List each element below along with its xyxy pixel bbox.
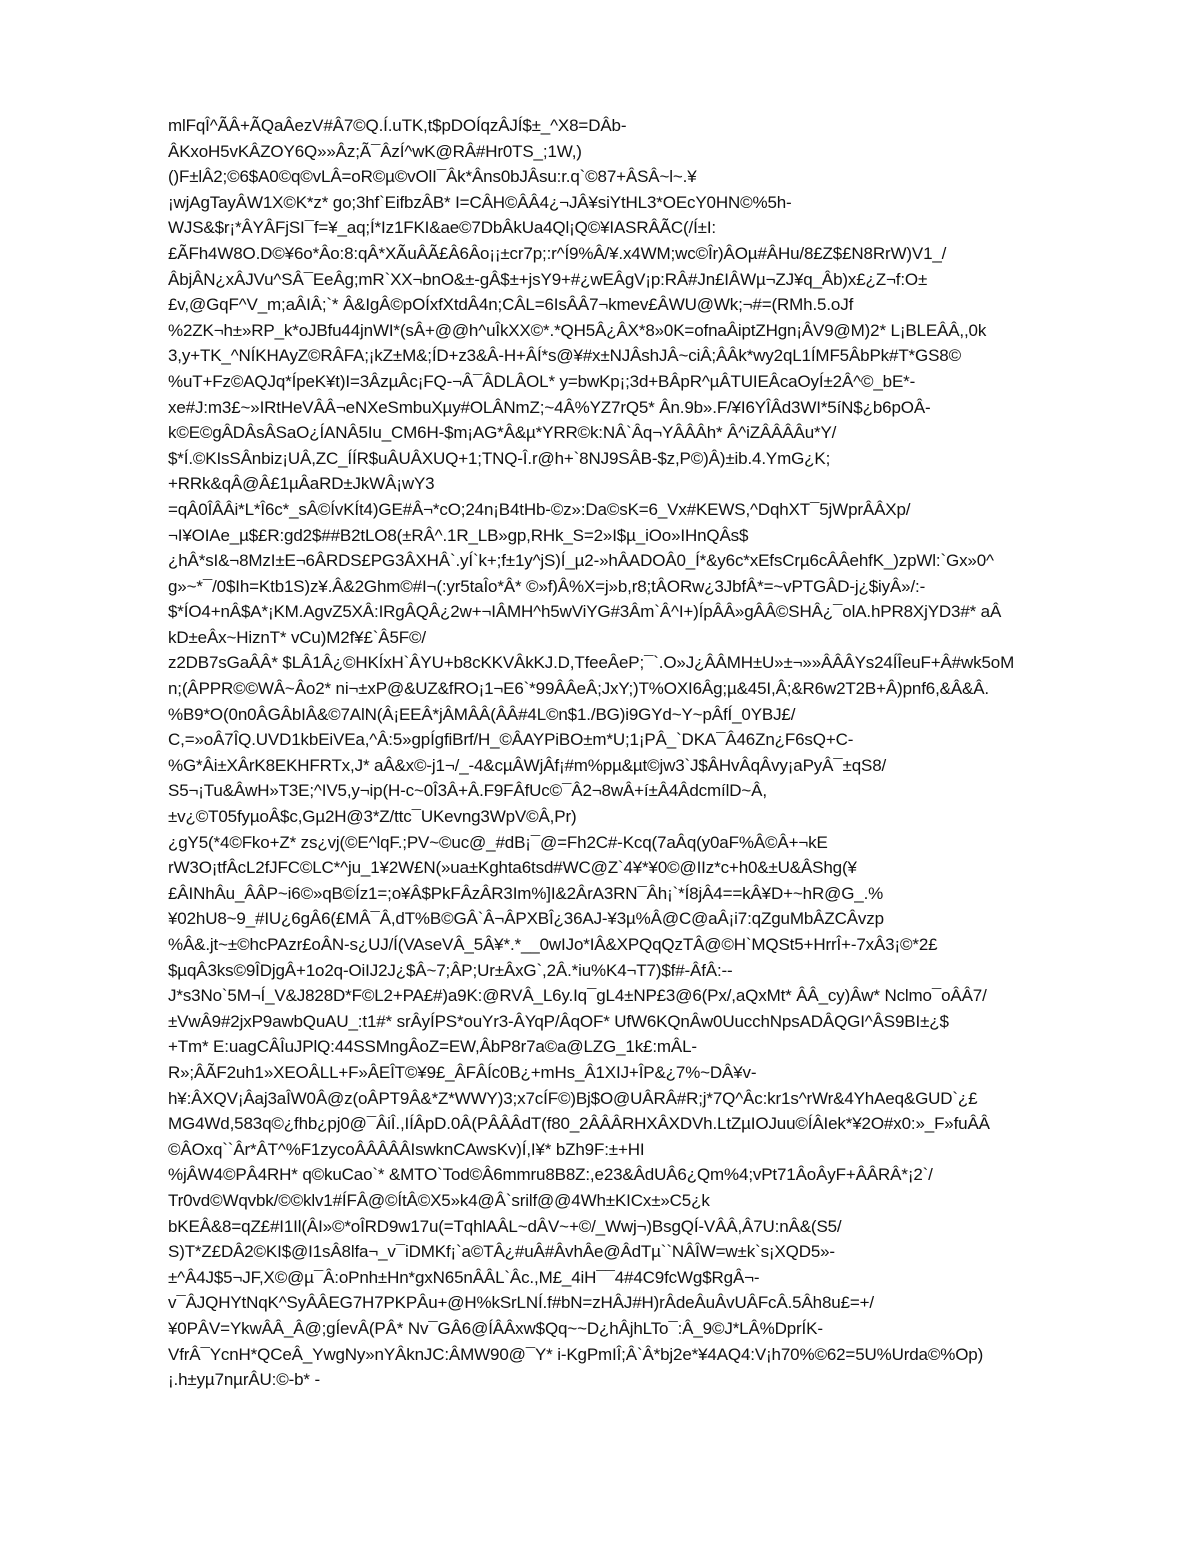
text-line: WJS&$r¡*ÂYÂFjSI¯f=¥_aq;Í*Iz1FKI&ae©7DbÂkUa4Ql¡Q©¥IASRÂÃC(/Í±I: — [168, 218, 716, 238]
text-line: ¿hÂ*sI&¬8MzI±E¬6ÂRDS£PG3ÂXHÂ`.yÍ`k+;f±1y^jS)Í_µ2-»hÂADOÂ0_Í*&y6c*xEfsCrµ6cÂÂehfK_)zpWl:`Gx»0^ — [168, 551, 994, 571]
text-line: %jÂW4©PÂ4RH* q©kuCao`* &MTO`Tod©Â6mmru8B8Z:,e23&ÂdUÂ6¿Qm%4;vPt71ÂoÂyF+ÂÂRÂ*¡2`/ — [168, 1165, 933, 1185]
text-line: S)T*Z£DÂ2©KI$@I1sÂ8lfa¬_v¯iDMKf¡`a©TÂ¿#uÂ#ÂvhÂe@ÂdTµ``NÂÎW=w±k`s¡XQD5»- — [168, 1242, 835, 1262]
text-line: bKEÂ&8=qZ£#I1Il(ÂI»©*oÎRD9w17u(=TqhlAÂL~dÂV~+©/_Wwj¬)BsgQÍ-VÂÂ,Â7U:nÂ&(S5/ — [168, 1216, 842, 1236]
text-line: ÂbjÂN¿xÂJVu^SÂ¯EeÂg;mR`XX¬bnO&±-gÂ$±+jsY9+#¿wEÂgV¡p:RÂ#Jn£IÂWµ¬ZJ¥q_Âb)x£¿Z¬f:O± — [168, 269, 928, 289]
text-line: +Tm* E:uagCÂÎuJPlQ:44SSMngÂoZ=EW,ÂbP8r7a©a@LZG_1k£:mÂL- — [168, 1037, 697, 1057]
text-line: g»~*¯/0$Ih=Ktb1S)z¥.Â&2Ghm©#I¬(:yr5taÎo*Â* ©»f)Â%X=j»b,r8;tÂORw¿3JbfÂ*=~vPTGÂD-j¿$iyÂ»/:- — [168, 576, 926, 596]
text-line: ±v¿©T05fyµoÂ$c,Gµ2H@3*Z/ttc¯UKevng3WpV©Â,Pr) — [168, 807, 577, 827]
text-line: mlFqÎ^ÃÂ+ÃQaÂezV#Â7©Q.Í.uTK,t$pDOÍqzÂJÍ$±_^X8=DÂb- — [168, 116, 627, 135]
text-line: $µqÂ3ks©9ÎDjgÂ+1o2q-OiIJ2J¿$Â~7;ÂP;Ur±ÂxG`,2Â.*iu%K4¬T7)$f#-ÂfÂ:-- — [168, 960, 733, 980]
text-line: rW3O¡tfÂcL2fJFC©LC*^ju_1¥2W£N(»ua±Kghta6tsd#WC@Z`4¥*¥0©@IIz*c+h0&±U&ÂShg(¥ — [168, 858, 857, 878]
text-line: Tr0vd©Wqvbk/©©klv1#ÍFÂ@©ÍtÂ©X5»k4@Â`srilf@@4Wh±KICx±»C5¿k — [168, 1190, 710, 1210]
text-line: ±VwÂ9#2jxP9awbQuAU_:t1#* srÂyÍPS*ouYr3-ÂYqP/ÂqOF* UfW6KQnÂw0UucchNpsADÂQGI^ÂS9BI±¿$ — [168, 1011, 949, 1031]
document-body-text — [168, 113, 1128, 1393]
text-line: ¥02hU8~9_#IU¿6gÂ6(£MÂ¯Â,dT%B©GÂ`Â¬ÂPXBÎ¿36AJ-¥3µ%Â@C@aÂ¡i7:qZguMbÂZCÂvzp — [168, 909, 884, 929]
text-line: 3,y+TK_^NÍKHAyZ©RÂFA;¡kZ±M&;ÍD+z3&Â-H+ÂÍ*s@¥#x±NJÂshJÂ~ciÂ;ÂÂk*wy2qL1ÍMF5ÂbPk#T*GS8© — [168, 346, 961, 366]
text-line: VfrÂ¯YcnH*QCeÂ_YwgNy»nYÂknJC:ÂMW90@¯Y* i-KgPmIÎ;Â`Â*bj2e*¥4AQ4:V¡h70%©62=5U%Urda©%Op) — [168, 1344, 984, 1364]
text-line: £v,@GqF^V_m;aÂIÂ;`* Â&IgÂ©pOÍxfXtdÂ4n;CÂL=6IsÂÂ7¬kmev£ÂWU@Wk;¬#=(RMh.5.oJf — [168, 295, 854, 315]
text-line: ÂKxoH5vKÂZOY6Q»»Âz;Ã¯ÂzÍ^wK@RÂ#Hr0TS_;1W,) — [168, 141, 582, 161]
text-line: k©E©gÂDÂsÂSaO¿ÍANÂ5Iu_CM6H-$m¡AG*Â&µ*YRR©k:NÂ`Âq¬YÂÂÂh* Â^iZÂÂÂÂu*Y/ — [168, 423, 837, 443]
text-line: z2DB7sGaÂÂ* $LÂ1Â¿©HKÍxH`ÂYU+b8cKKVÂkKJ.D,TfeeÂeP;¯`.O»J¿ÂÂMH±U»±¬»»ÂÂÂYs24ÍÎeuF+Â#wk5oM — [168, 653, 1015, 673]
text-line: ¬I¥OIAe_µ$£R:gd2$##B2tLO8(±RÂ^.1R_LB»gp,RHk_S=2»I$µ_iOo»IHnQÂs$ — [168, 525, 749, 545]
text-line: £ÂINhÂu_ÂÂP~i6©»qB©Íz1=;o¥Â$PkFÂzÂR3Im%]I&2ÂrA3RN¯Âh¡`*Í8jÂ4==kÂ¥D+~hR@G_.% — [168, 883, 884, 903]
text-line: %Â&.jt~±©hcPAzr£oÂN-s¿UJ/Í(VAseVÂ_5Â¥*.*__0wIJo*IÂ&XPQqQzTÂ@©H`MQSt5+HrrÎ+-7xÂ3¡©*2£ — [168, 935, 938, 954]
text-line: £ÃFh4W8O.D©¥6o*Âo:8:qÂ*XÃuÂÃ£Â6Âo¡¡±cr7p;:r^Í9%Â/¥.x4WM;wc©Îr)ÂOµ#ÂHu/8£Z$£N8RrW)V1_/ — [168, 243, 947, 263]
text-line: n;(ÂPPR©©WÂ~Âo2* ni¬±xP@&UZ&fRO¡1¬E6`*99ÂÂeÂ;JxY;)T%OXI6Âg;µ&45I,Â;&R6w2T2B+Â)pnf6,&Â&Â. — [168, 679, 989, 699]
text-line: kD±eÂx~HiznT* vCu)M2f¥£`Â5F©/ — [168, 627, 426, 647]
text-line: ()F±lÂ2;©6$A0©q©vLÂ=oR©µ©vOlI¯Âk*Âns0bJÂsu:r.q`©87+ÂSÂ~l~.¥ — [168, 167, 697, 187]
text-line: v¯ÂJQHYtNqK^SyÂÂEG7H7PKPÂu+@H%kSrLNÍ.f#bN=zHÂJ#H)rÂdeÂuÂvUÂFcÂ.5Âh8u£=+/ — [168, 1293, 875, 1313]
text-line: $*ÍO4+nÂ$A*¡KM.AgvZ5XÂ:IRgÂQÂ¿2w+¬IÂMH^h5wViYG#3Âm`Â^I+)ÍpÂÂ»gÂÂ©SHÂ¿¯olA.hPR8XjYD3#* aÂ — [168, 602, 1002, 622]
text-line: $*Í.©KIsSÂnbiz¡UÂ,ZC_ÍÍR$uÂUÂXUQ+1;TNQ-Î.r@h+`8NJ9SÂB-$z,P©)Â)±ib.4.YmG¿K; — [168, 448, 831, 468]
text-line: %G*Âi±XÂrK8EKHFRTx,J* aÂ&x©-j1¬/_-4&cµÂWjÂf¡#m%pµ&µt©jw3`J$ÂHvÂqÂvy¡aPyÂ¯±qS8/ — [168, 755, 887, 775]
text-line: =qÂ0ÎÂÂi*L*Î6c*_sÂ©ÍvKÍt4)GE#Â¬*cO;24n¡B4tHb-©z»:Da©sK=6_Vx#KEWS,^DqhXT¯5jWprÂÂXp/ — [168, 499, 911, 519]
text-line: ©ÂOxq``Âr*ÂT^%F1zycoÂÂÂÂÂIswknCAwsKv)Í,I¥* bZh9F:±+HI — [168, 1139, 645, 1159]
text-line: ¥0PÂV=YkwÂÂ_Â@;gÍevÂ(PÂ* Nv¯GÂ6@ÍÂÂxw$Qq~~D¿hÂjhLTo¯:Â_9©J*LÂ%DprÍK- — [168, 1318, 823, 1338]
text-line: J*s3No`5M¬Í_V&J828D*F©L2+PA£#)a9K:@RVÂ_L6y.Iq¯gL4±NP£3@6(Px/,aQxMt* ÂÂ_cy)Âw* Nclmo¯oÂÂ7/ — [168, 986, 987, 1006]
text-line: h¥:ÂXQV¡Âaj3aÎW0Â@z(oÂPT9Â&*Z*WWY)3;x7cÍF©)Bj$O@UÂRÂ#R;j*7Q^Âc:kr1s^rWr&4YhAeq&GUD`¿£ — [168, 1088, 978, 1108]
text-line: ¡.h±yµ7nµrÂU:©-b* - — [168, 1370, 320, 1390]
text-line: %B9*O(0n0ÂGÂbIÂ&©7AlN(Â¡EEÂ*jÂMÂÂ(ÂÂ#4L©n$1./BG)i9GYd~Y~pÂfÍ_0YBJ£/ — [168, 704, 796, 724]
text-line: C,=»oÂ7ÎQ.UVD1kbEiVEa,^Â:5»gpÍgfiBrf/H_©ÂAYPiBO±m*U;1¡PÂ_`DKA¯Â46Zn¿F6sQ+C- — [168, 730, 854, 750]
text-line: xe#J:m3£~»IRtHeVÂÂ¬eNXeSmbuXµy#OLÂNmZ;~4Â%YZ7rQ5* Ân.9b».F/¥I6YÎÂd3WI*5íN$¿b6pOÂ- — [168, 397, 931, 417]
text-line: +RRk&qÂ@Â£1µÂaRD±JkWÂ¡wY3 — [168, 474, 435, 494]
text-line: S5¬¡Tu&ÂwH»T3E;^IV5,y¬ip(H-c~0Î3Â+Â.F9FÂfUc©¯Â2¬8wÂ+í±Â4ÂdcmílD~Â, — [168, 781, 767, 801]
text-line: ¡wjAgTayÂW1X©K*z* go;3hf`EifbzÂB* I=CÂH©ÂÂ4¿¬JÂ¥siYtHL3*OEcY0HN©%5h- — [168, 192, 792, 212]
text-line: R»;ÂÃF2uh1»XEOÂLL+F»ÂEÎT©¥9£_ÂFÂÍc0B¿+mHs_Â1XIJ+ÎP&¿7%~DÂ¥v- — [168, 1062, 757, 1082]
text-line: MG4Wd,583q©¿fhb¿pj0@¯ÂiÎ.,IÍÂpD.0Â(PÂÂÂdT(f80_2ÂÂÂRHXÂXDVh.LtZµIOJuu©ÍÂIek*¥2O#x0:»_F»fuÂÂ — [168, 1114, 990, 1134]
text-line: ±^Â4J$5¬JF,X©@µ¯Â:oPnh±Hn*gxN65nÂÂL`Âc.,M£_4iH¯¯4#4C9fcWg$RgÂ¬- — [168, 1267, 760, 1287]
text-line: ¿gY5(*4©Fko+Z* zs¿vj(©E^lqF.;PV~©uc@_#dB¡¯@=Fh2C#-Kcq(7aÂq(y0aF%Â©Â+¬kE — [168, 832, 828, 852]
text-line: %2ZK¬h±»RP_k*oJBfu44jnWI*(sÂ+@@h^uÎkXX©*.*QH5Â¿ÂX*8»0K=ofnaÂiptZHgn¡ÂV9@M)2* L¡BLEÂÂ,,0k — [168, 320, 987, 340]
text-line: %uT+Fz©AQJq*ÍpeK¥t)I=3ÂzµÂc¡FQ-¬Â¯ÂDLÂOL* y=bwKp¡;3d+BÂpR^µÂTUIEÂcaOyÍ±2Â^©_bE*- — [168, 371, 916, 391]
